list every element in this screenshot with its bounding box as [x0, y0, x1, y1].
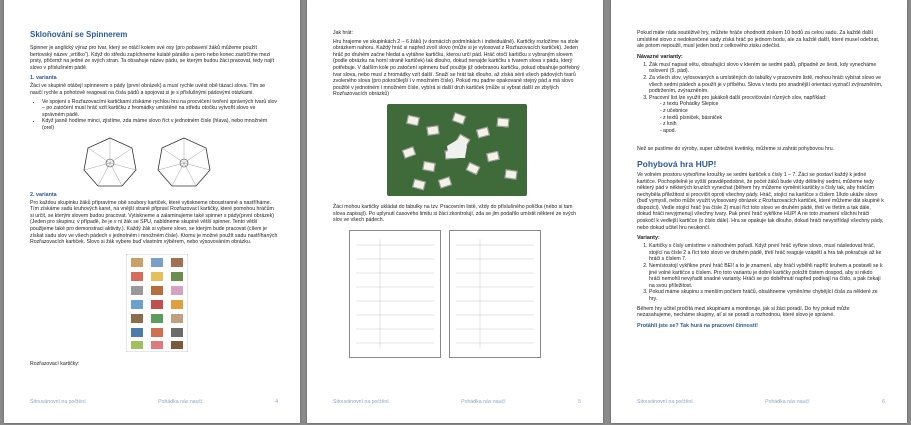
- page-footer: [637, 399, 885, 405]
- source-sublist: [637, 101, 885, 134]
- cards-caption: Rozřazovací kartičky:: [30, 360, 80, 367]
- note-text: Než se pustíme do výroby, super užitečné kvetinky, můžeme si zahrát pohybovou hru.: [637, 146, 835, 153]
- list-item: - apod.: [663, 128, 885, 135]
- list-item: - z učebnice: [663, 108, 885, 115]
- list-item: 2. Za všech slov, vylosovaných a umístěných do tabulky v pracovním listě, mohou hráči vybírat slovo ve všech sedmi pádech a použít je v příběhu. Slova v textu pro snadnější orientaci vyznačí zvýrazněním, podtržením, zvýrazněním.: [649, 75, 885, 95]
- picture-cards-grid: [126, 254, 188, 352]
- variants-heading: Varianty:: [637, 235, 660, 242]
- variants-list: [637, 243, 885, 302]
- worksheet-image: [449, 230, 541, 358]
- worksheet-text: Žáci mohou kartičky ukládat do tabulky na tzv. Pracovním listě, vždy do příslušného políčka (nebo si tam slova zapisují). Po uplynutí časového limitu si žáci zkontrolují, zda se jim podařilo umístit některé ze svých slov ve všech pádech.: [333, 203, 577, 224]
- page-title: Skloňování se Spinnerem: [30, 30, 128, 39]
- list-item: 3. Pokud máme skupinu s menším počtem hráčů, obsáhneme vyměníme chybějící čísla za některé ze hry.: [649, 289, 885, 302]
- lead-text: Jak hrát:: [333, 30, 353, 36]
- footer-left: Sitouvánovní na počtění: [637, 399, 693, 405]
- game-text: Ve volném prostoru vytvoříme kroužky se sedmi kartiček s čísly 1 – 7. Žáci se postaví každý k jedné kartičce. Pochopitelně je vyšší pravděpodobné, že počet žáků bude vždy dělitelný sedmi, můžeme tedy některý pád v některých kruzích vynechat (během hry můžeme vyměnit kartičky s čísly tak, aby hráčům nechyběla příležitost si procvičit oproti všechny pády. Hráč, stojící na kartičce s číslem 1/kdo ukáže slovo (buď vymyslí, nebo může využít vylosovaný obrázek z Rozřazovacích kartiček, které můžeme dát skupině k dispozici). Vedle stojící hráč (na čísle 2) musí říct toto slovo ve druhém pádě, třetí ve třetím a tak dále, dokud hráči nevyjmenují všechny tvary. Pak první hráč vykřikne HUP! A ne toto znamení všichni hráči poskočí k vedlejší kartičce (o číslo dále). Hra se opakuje tak dlouho, dokud hráči nevystřídají všechny pády, nebo dokud učitel hru neukončí.: [637, 171, 884, 231]
- variant-1-heading: 1. varianta: [30, 75, 57, 82]
- variant-1-text: Žáci ve skupině otáčejí spinnerem s pády (první obrázek) a musí rychle uvést obě tázací slova. Tím se naučí rychle a pohotově reagovat na čísla pádů a spojovat si je s příslušnými pádovými otázkami.: [30, 83, 266, 96]
- follow-up-list: [637, 62, 885, 102]
- spinner-images: [82, 136, 278, 188]
- footer-mid: Pohádka nás naučí: [765, 399, 810, 405]
- worksheet-image: [349, 230, 441, 358]
- follow-up-heading: Návazné varianty:: [637, 53, 683, 60]
- page-number: 4: [275, 399, 278, 405]
- list-item: - z textu Pohádky Slepice: [663, 101, 885, 108]
- game-photo: [387, 104, 527, 196]
- intro-paragraph: Spinner je anglický výraz pro tvar, který se otáčí kolem své osy (pro pobavení žáků můžeme použít bertovský název „vrtítko“). Když do středu zapíchneme kulaté párátko a pero nebo konec zastrčíme mezi prsty, přičemž na jedné ze svých stran. Ta obsahuje název pádu, se kterým budou žáci pracovat, tedy najít slovo v příslušném pádě.: [30, 45, 275, 71]
- list-item: 1. Kartičky s čísly umístíme v náhodném pořadí. Když první hráč vyřkne slovo, musí následovat hráč, stojící na čísle 2 a říct toto slovo ve druhém pádě, třetí hráč reaguje vzápětí a hra tak pokračuje až ke hráči s číslem 7.: [649, 243, 885, 263]
- call-to-action: Protáhli jste se? Tak hurá na pracovní činnosti!: [637, 322, 758, 329]
- worksheets: [349, 226, 581, 362]
- scoring-text: Pokud máte ráda soutěživé hry, můžete hráče ohodnotit ziskem 10 bodů za celou sadu. Za každé další umístěné slovo z nedokončené sady získá hráč po jednom bodu, ale za každé další, které musel odebrat, ale potom nepoužil, musí jeden bod z celkového zisku odečíst.: [637, 30, 880, 50]
- how-to-play-text: Hru hrajeme ve skupinkách 2 – 6 žáků (v domácích podmínkách i individuálně). Kartičky rozložíme na stole obrázkem nahoru. Každý hráč si napřed zvolí slovo (může si je vylosovat z Rozřazovacích kartiček). Jeden hráč po druhém začne hledat a vytáhne kartičku, kterou určí pád. Hráč otočí kartičku s vybraným slovem (podle obrázku na horní straně kartiček) tak dlouho, dokud nenajde kartičku s tvarem slova v pádu, který potřebuje. V dalším kole po zatočení spinneru buď použije již odebranou kartičku, pokud obsahuje potřebný tvar slova, nebo musí z hromádky vzít další. Snaží se hrát tak dlouho, až získá sérii všech pádových tvarů zvoleného slova (pro pokročilejší i v množném čísle). Pokud mu padne opakovaně stejný pád a má slovo použité v jednotném i množném čísle, vybírá si další druh kartiček (může si vybrat další ze zbylých Rozřazovacích obrázků): [333, 38, 580, 98]
- spinner-icon: [156, 136, 212, 188]
- page-footer: [30, 399, 278, 405]
- document-page-5: [307, 0, 603, 423]
- variant-2-heading: 2. varianta: [30, 191, 57, 198]
- list-item: 1. Žák musí napsat větu, obsahující slovo v kterém se sedmi pádů, připadně ze šesti, kdy vynecháme oslovení (5. pád).: [649, 62, 885, 75]
- footer-mid: Pohádka nás naučí: [461, 399, 506, 405]
- page-number: 6: [882, 399, 885, 405]
- list-item: 2. Nemístostojí vykřikne první hráč BEI! a to je znamení, aby hráči vyběhli napříč kruhem a postavili se k jiné volné kartičce s číslem. Pro toto variantu je dobré kartičky položit čistem dospod, aby si nikdo hráči nemohli nevyřadit snadné varianty. Hráči se po doběhnutí napřed podívají na číslo, a pak čekají na svou příležitost.: [649, 263, 885, 289]
- list-item: - z knih: [663, 121, 885, 128]
- bullet-item: • Když jasně hodíme minci, zjistíme, zda máme slovo říct v jednotném čísle (hlava), nebo množném (orel): [42, 118, 278, 131]
- footer-left: Sitouvánovní na počtění: [30, 399, 86, 405]
- game-title: Pohybová hra HUP!: [637, 158, 717, 169]
- document-page-4: [4, 0, 300, 423]
- page-number: 5: [578, 399, 581, 405]
- footer-left: Sitouvánovní na počtění: [333, 399, 389, 405]
- spinner-icon: [82, 136, 138, 188]
- list-item: 3. Pracovní list lze využít pro jakákoli další procvičování různých slov, například:: [649, 95, 885, 102]
- list-item: - z textů písniček, básniček: [663, 115, 885, 122]
- variant-2-text: Pro každou skupinku žáků připravíme obě soubory kartiček, které vytiskneme oboustranně a nastříháme. Tím získáme sadu kruhových karet, na vnější straně připraví Rozřazovací kartičky, které pomohou hráčům si určit, se kterým slovem budou pracovat. Vytiskneme a zalaminujeme také spinner s pády(první obrázek) (Jeden pro skupinu; v případě, že je v ní žák se SPU, nabídneme skupině větší spinner. Tento větší použijeme také pro demonstraci aktivity.). Každý žák si vybere slovo, se kterým bude pracovat (cílem je získat sadu slov ve všech pádech v jednotném i množném čísle). Ktomu je možné použít sadu nastříhaných Rozřazovacích kartiček. Slovo si žák vybere buď vlastním výběrem, nebo výsovováním obrázku.: [30, 199, 278, 246]
- variant-1-bullets: [30, 99, 278, 132]
- footer-mid: Pohádka nás naučí: [158, 399, 203, 405]
- closing-text: Během hry učitel pročítá mezi skupinami a monitoruje, jak si žáci poradí. Do hry pokud může nezasahujeme, necháme skupiny, ať si se poradí a rozhodnou, které slovo je správné.: [637, 305, 850, 319]
- bullet-item: • Ve spojení s Rozřazovacími kartičkami získáme rychlou hru na procvičení tvoření správných tvarů slov – po zatočení musí hráč vzít kartičku z hromádky umístěné na středu otočku vytvořit slovo ve správném pádě.: [42, 99, 278, 119]
- document-page-6: [611, 0, 907, 423]
- page-footer: [333, 399, 581, 405]
